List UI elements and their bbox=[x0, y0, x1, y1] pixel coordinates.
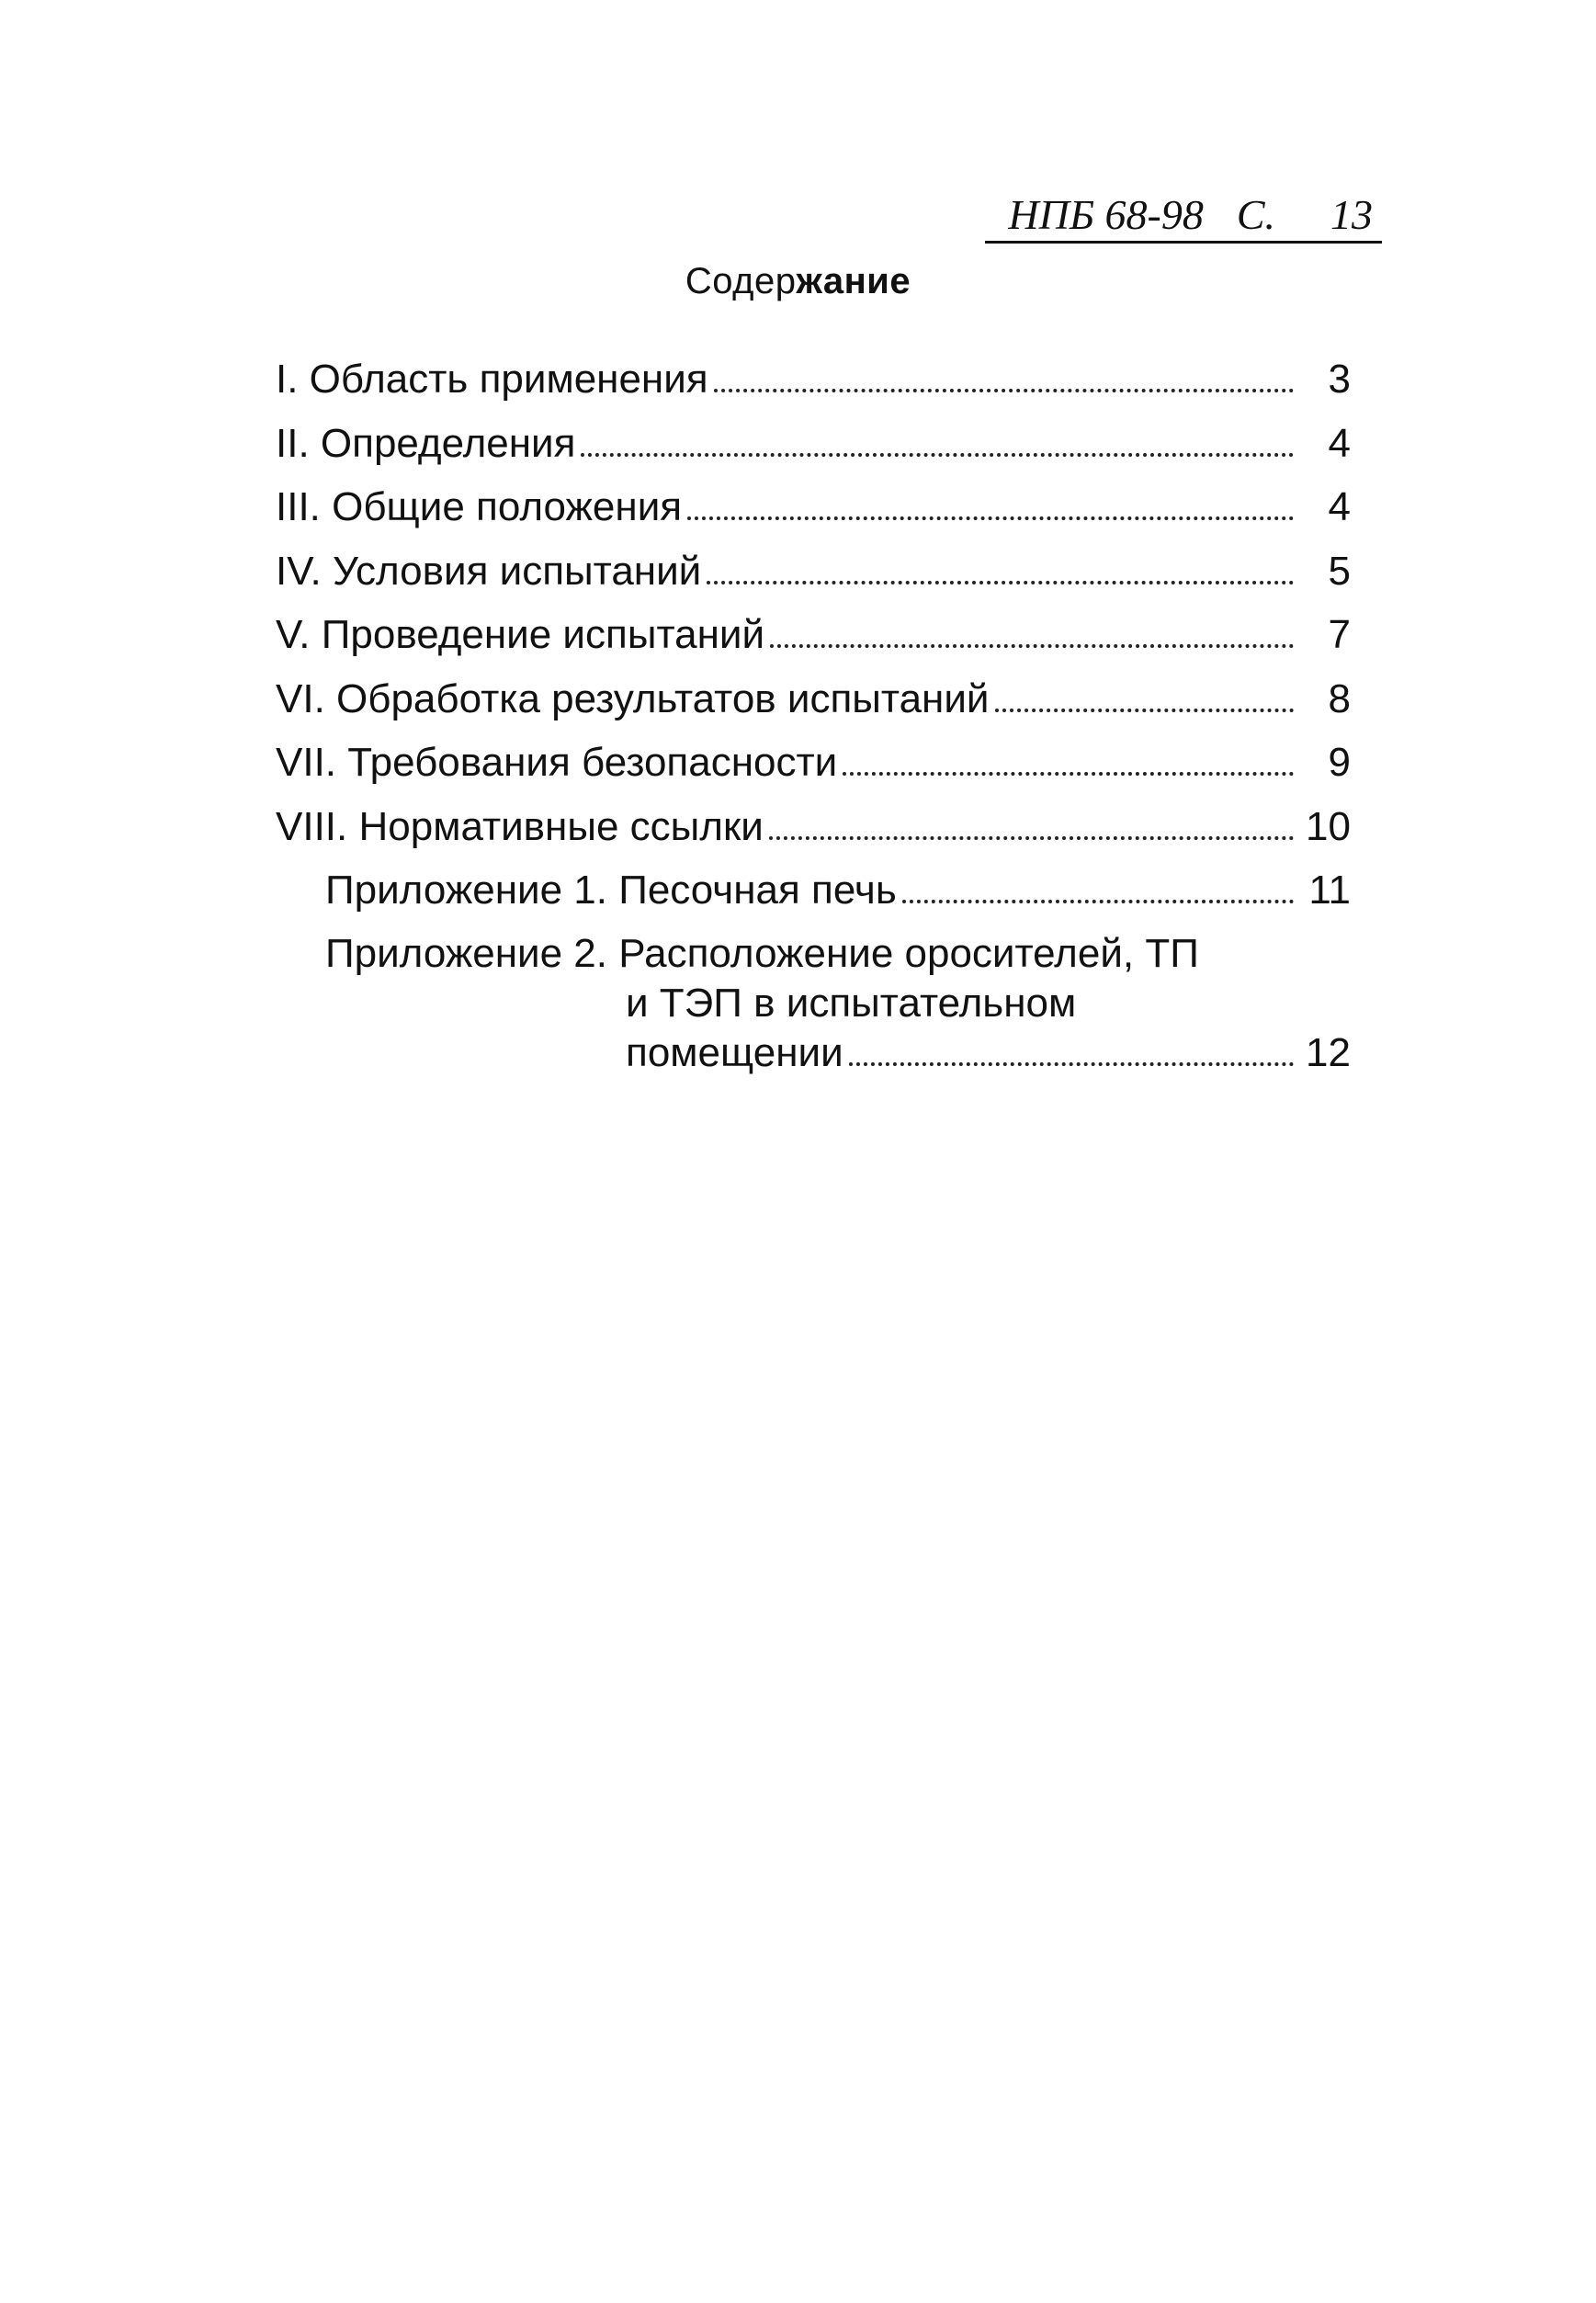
toc-entry-scope[interactable] bbox=[276, 354, 1351, 418]
toc-entry-label: II. Определения bbox=[276, 420, 576, 466]
dot-leader bbox=[849, 1062, 1294, 1066]
toc-entry-label-line-1: Приложение 2. Расположение оросителей, ТП bbox=[325, 930, 1199, 976]
toc-entry-label: VIII. Нормативные ссылки bbox=[276, 803, 764, 849]
dot-leader bbox=[769, 836, 1294, 840]
document-code: НПБ 68-98 bbox=[1008, 191, 1204, 238]
toc-entry-label: VI. Обработка результатов испытаний bbox=[276, 675, 990, 721]
toc-entry-page: 3 bbox=[1328, 357, 1351, 402]
toc-entry-safety-requirements[interactable] bbox=[276, 737, 1351, 801]
toc-entry-definitions[interactable] bbox=[276, 418, 1351, 482]
toc-entry-page: 8 bbox=[1328, 675, 1351, 721]
page-number: 13 bbox=[1330, 191, 1373, 238]
dot-leader bbox=[714, 389, 1294, 392]
page-label: С. bbox=[1236, 191, 1275, 238]
dot-leader bbox=[687, 516, 1294, 520]
toc-entry-label: Приложение 1. Песочная печь bbox=[325, 868, 897, 913]
toc-title-regular: Содер bbox=[685, 261, 797, 301]
toc-entry-page: 10 bbox=[1306, 803, 1351, 849]
toc-entry-label: V. Проведение испытаний bbox=[276, 612, 765, 657]
toc-entry-page: 12 bbox=[1306, 1029, 1351, 1075]
toc-entry-label: IV. Условия испытаний bbox=[276, 548, 702, 594]
toc-entry-general-provisions[interactable] bbox=[276, 482, 1351, 546]
toc-entry-page: 11 bbox=[1308, 868, 1351, 913]
toc-entry-conducting-tests[interactable] bbox=[276, 609, 1351, 674]
dot-leader bbox=[581, 453, 1294, 457]
toc-entry-page: 7 bbox=[1328, 612, 1351, 657]
toc-entry-page: 4 bbox=[1328, 484, 1351, 529]
toc-entry-label-line-3 bbox=[325, 1028, 1351, 1078]
toc-entry-processing-results[interactable] bbox=[276, 674, 1351, 738]
toc-entry-page: 5 bbox=[1328, 548, 1351, 594]
dot-leader bbox=[902, 900, 1294, 903]
toc-title bbox=[0, 255, 1596, 307]
toc-entry-normative-references[interactable] bbox=[276, 801, 1351, 866]
toc-entry-appendix-2[interactable] bbox=[276, 929, 1351, 1078]
toc-entry-appendix-1[interactable] bbox=[276, 865, 1351, 929]
toc-entry-page: 4 bbox=[1328, 420, 1351, 466]
toc-entry-label: помещении bbox=[626, 1029, 843, 1075]
toc-entry-label: VII. Требования безопасности bbox=[276, 740, 838, 785]
dot-leader bbox=[995, 709, 1294, 712]
dot-leader bbox=[707, 581, 1294, 584]
toc-entry-page: 9 bbox=[1328, 740, 1351, 785]
toc-title-bold: жание bbox=[796, 261, 911, 301]
dot-leader bbox=[770, 644, 1294, 648]
running-header bbox=[985, 188, 1382, 244]
table-of-contents bbox=[276, 354, 1351, 1078]
toc-entry-label: III. Общие положения bbox=[276, 484, 683, 529]
toc-entry-label: I. Область применения bbox=[276, 357, 708, 402]
toc-entry-test-conditions[interactable] bbox=[276, 546, 1351, 610]
dot-leader bbox=[843, 772, 1294, 776]
toc-entry-label-line-2: и ТЭП в испытательном bbox=[626, 980, 1077, 1026]
